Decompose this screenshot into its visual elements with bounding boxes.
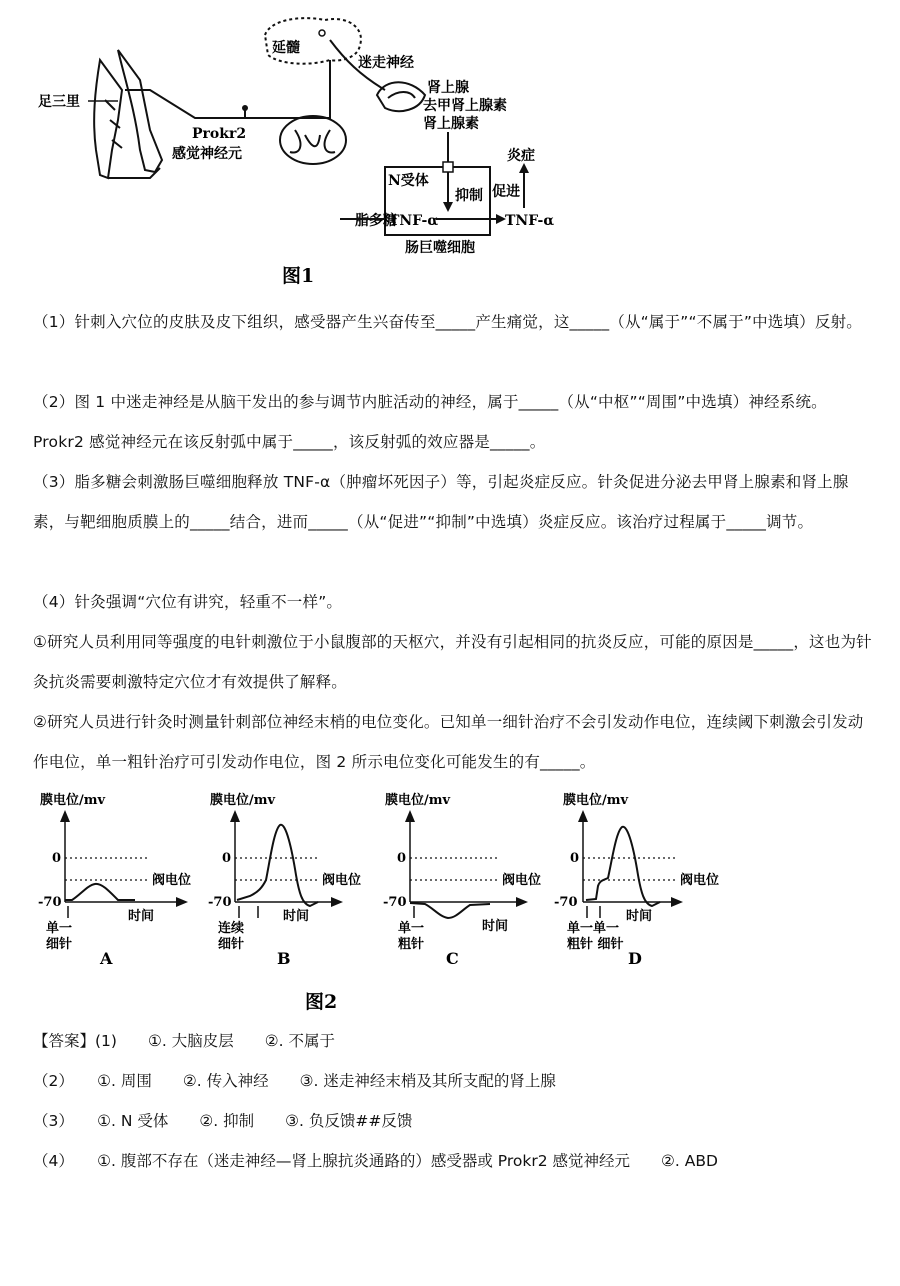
label-shensu: 肾上腺素 [423,116,479,132]
question-4-2: ②研究人员进行针灸时测量针刺部位神经末梢的电位变化。已知单一细针治疗不会引发动作电位，连续阈下刺激会引发动作电位，单一粗针治疗可引发动作电位，图 2 所示电位变化可能发生的有_____。 [33,713,864,771]
panel-d [554,792,719,968]
question-4-1: ①研究人员利用同等强度的电针刺激位于小鼠腹部的天枢穴，并没有引起相同的抗炎反应，可能的原因是_____，这也为针灸抗炎需要刺激特定穴位才有效提供了解释。 [33,633,872,691]
panel-c-curve [410,903,490,918]
label-yansui: 延髓 [272,40,300,56]
figure2-caption: 图2 [305,991,338,1013]
figure1-caption: 图1 [282,265,315,287]
panel-b-time: 时间 [283,909,310,924]
sensory-nerve-path [125,80,330,118]
answer-4: （4） ①. 腹部不存在（迷走神经—肾上腺抗炎通路的）感受器或 Prokr2 感觉神经元 ②. ABD [33,1152,718,1170]
panel-a-zero: 0 [52,851,62,866]
panel-d-letter: D [628,949,642,968]
panel-c-stim-1: 单一 [398,921,425,936]
panel-d-curve [586,827,660,906]
panel-a-curve [65,884,135,900]
panel-c-threshold: 阀电位 [502,873,542,888]
panel-b [208,792,361,968]
panel-c-rest: -70 [383,895,407,910]
label-tnf-in: TNF-α [389,213,439,229]
figure-2 [0,780,900,1020]
panel-d-zero: 0 [570,851,580,866]
leg-illustration [94,50,162,178]
label-quqi: 去甲肾上腺素 [423,98,507,114]
label-yizhi: 抑制 [455,188,483,204]
panel-b-stim-2: 细针 [218,937,245,952]
panel-d-threshold: 阀电位 [680,873,720,888]
label-zhiduotang: 脂多糖 [355,213,397,229]
spinal-cord-section [280,116,346,164]
label-nreceptor: N受体 [388,173,429,189]
panel-b-curve [237,825,318,906]
panel-b-letter: B [277,949,291,968]
panel-c [383,792,541,968]
answer-1: 【答案】(1) ①. 大脑皮层 ②. 不属于 [33,1032,335,1050]
panel-c-time: 时间 [482,919,509,934]
panel-d-time: 时间 [626,909,653,924]
label-macrophage: 肠巨噬细胞 [405,240,475,256]
panel-a-threshold: 阀电位 [152,873,192,888]
figure-1 [0,0,900,300]
answer-3: （3） ①. N 受体 ②. 抑制 ③. 负反馈##反馈 [33,1112,413,1130]
answer-2: （2） ①. 周围 ②. 传入神经 ③. 迷走神经末梢及其所支配的肾上腺 [33,1072,556,1090]
panel-a-stim-2: 细针 [46,937,73,952]
panel-c-letter: C [446,949,459,968]
panel-c-ylabel: 膜电位/mv [385,793,451,808]
label-zusanli: 足三里 [38,94,80,110]
panel-a-time: 时间 [128,909,155,924]
panel-a-stim-1: 单一 [46,921,73,936]
question-1: （1）针刺入穴位的皮肤及皮下组织，感受器产生兴奋传至_____产生痛觉，这_____（从“属于”“不属于”中选填）反射。 [33,313,862,331]
label-cujin: 促进 [492,184,520,200]
panel-a-ylabel: 膜电位/mv [40,793,106,808]
panel-a-rest: -70 [38,895,62,910]
label-mizou: 迷走神经 [358,55,414,71]
panel-b-rest: -70 [208,895,232,910]
n-receptor-square [443,162,453,172]
panel-d-stim-2: 粗针 细针 [567,937,624,952]
panel-d-stim-1: 单一单一 [567,921,620,936]
question-4: （4）针灸强调“穴位有讲究，轻重不一样”。 [33,593,343,611]
label-shenshangxian: 肾上腺 [427,80,469,96]
panel-b-stim-1: 连续 [218,921,245,936]
question-3: （3）脂多糖会刺激肠巨噬细胞释放 TNF-α（肿瘤坏死因子）等，引起炎症反应。针灸促进分泌去甲肾上腺素和肾上腺素，与靶细胞质膜上的_____结合，进而_____（从“促进”“抑制”中选填）炎症反应。该治疗过程属于_____调节。 [33,473,849,531]
panel-a-letter: A [100,949,113,968]
panel-c-zero: 0 [397,851,407,866]
panel-a [38,792,191,968]
panel-d-ylabel: 膜电位/mv [563,793,629,808]
panel-b-zero: 0 [222,851,232,866]
panel-d-rest: -70 [554,895,578,910]
label-tnf-out: TNF-α [505,213,555,229]
question-2: （2）图 1 中迷走神经是从脑干发出的参与调节内脏活动的神经，属于_____（从“中枢”“周围”中选填）神经系统。Prokr2 感觉神经元在该反射弧中属于_____，该反射弧的效应器是_____。 [33,393,827,451]
label-prokr2: Prokr2 [192,126,247,142]
label-yanzheng: 炎症 [507,148,535,164]
panel-b-threshold: 阀电位 [322,873,362,888]
adrenal-gland [377,82,425,111]
panel-b-ylabel: 膜电位/mv [210,793,276,808]
panel-c-stim-2: 粗针 [398,937,425,952]
label-ganjue: 感觉神经元 [172,146,242,162]
